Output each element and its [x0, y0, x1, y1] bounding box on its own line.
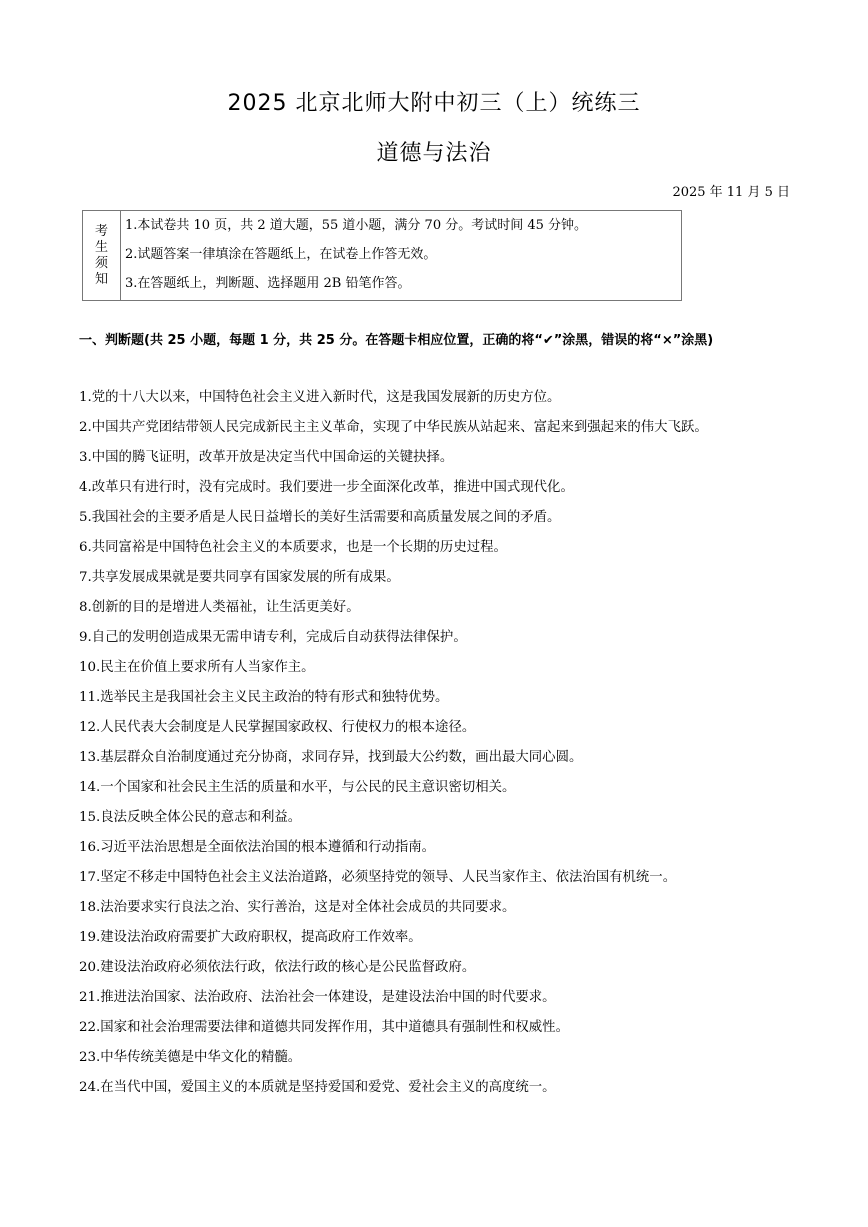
question-item: 14.一个国家和社会民主生活的质量和水平，与公民的民主意识密切相关。 [79, 780, 516, 795]
question-item: 6.共同富裕是中国特色社会主义的本质要求，也是一个长期的历史过程。 [79, 540, 507, 555]
question-item: 13.基层群众自治制度通过充分协商，求同存异，找到最大公约数，画出最大同心圆。 [79, 750, 583, 765]
question-item: 11.选举民主是我国社会主义民主政治的特有形式和独特优势。 [79, 690, 449, 705]
question-item: 3.中国的腾飞证明，改革开放是决定当代中国命运的关键抉择。 [79, 450, 454, 465]
question-item: 12.人民代表大会制度是人民掌握国家政权、行使权力的根本途径。 [79, 720, 476, 735]
question-item: 9.自己的发明创造成果无需申请专利，完成后自动获得法律保护。 [79, 630, 467, 645]
question-item: 8.创新的目的是增进人类福祉，让生活更美好。 [79, 600, 360, 615]
question-item: 23.中华传统美德是中华文化的精髓。 [79, 1050, 302, 1065]
notice-lines [125, 211, 681, 298]
question-item: 16.习近平法治思想是全面依法治国的根本遵循和行动指南。 [79, 840, 436, 855]
notice-box [82, 210, 682, 301]
question-item: 22.国家和社会治理需要法律和道德共同发挥作用，其中道德具有强制性和权威性。 [79, 1020, 569, 1035]
section-heading: 一、判断题(共 25 小题，每题 1 分，共 25 分。在答题卡相应位置，正确的将“✔”涂黑，错误的将“×”涂黑) [79, 333, 714, 348]
notice-line: 2.试题答案一律填涂在答题纸上，在试卷上作答无效。 [125, 247, 437, 262]
notice-label-char: 考 [94, 223, 108, 239]
question-item: 24.在当代中国，爱国主义的本质就是坚持爱国和爱党、爱社会主义的高度统一。 [79, 1080, 556, 1095]
question-item: 2.中国共产党团结带领人民完成新民主主义革命，实现了中华民族从站起来、富起来到强起来的伟大飞跃。 [79, 420, 708, 435]
question-item: 1.党的十八大以来，中国特色社会主义进入新时代，这是我国发展新的历史方位。 [79, 390, 561, 405]
question-item: 4.改革只有进行时，没有完成时。我们要进一步全面深化改革，推进中国式现代化。 [79, 480, 574, 495]
question-item: 17.坚定不移走中国特色社会主义法治道路，必须坚持党的领导、人民当家作主、依法治国有机统一。 [79, 870, 677, 885]
notice-line: 3.在答题纸上，判断题、选择题用 2B 铅笔作答。 [125, 276, 411, 291]
notice-label-char: 生 [94, 239, 108, 255]
question-item: 7.共享发展成果就是要共同享有国家发展的所有成果。 [79, 570, 400, 585]
question-list [79, 383, 839, 1103]
question-item: 20.建设法治政府必须依法行政，依法行政的核心是公民监督政府。 [79, 960, 476, 975]
question-item: 21.推进法治国家、法治政府、法治社会一体建设，是建设法治中国的时代要求。 [79, 990, 556, 1005]
question-item: 5.我国社会的主要矛盾是人民日益增长的美好生活需要和高质量发展之间的矛盾。 [79, 510, 561, 525]
question-item: 18.法治要求实行良法之治、实行善治，这是对全体社会成员的共同要求。 [79, 900, 516, 915]
notice-label-char: 须 [94, 255, 108, 271]
exam-date: 2025 年 11 月 5 日 [672, 185, 790, 200]
subject-title: 道德与法治 [376, 141, 492, 166]
notice-line: 1.本试卷共 10 页，共 2 道大题，55 道小题，满分 70 分。考试时间 45 分钟。 [125, 218, 588, 233]
question-item: 10.民主在价值上要求所有人当家作主。 [79, 660, 315, 675]
notice-label [83, 211, 121, 300]
exam-title: 2025 北京北师大附中初三（上）统练三 [227, 91, 641, 116]
question-item: 19.建设法治政府需要扩大政府职权，提高政府工作效率。 [79, 930, 422, 945]
question-item: 15.良法反映全体公民的意志和利益。 [79, 810, 302, 825]
notice-label-char: 知 [94, 271, 108, 287]
